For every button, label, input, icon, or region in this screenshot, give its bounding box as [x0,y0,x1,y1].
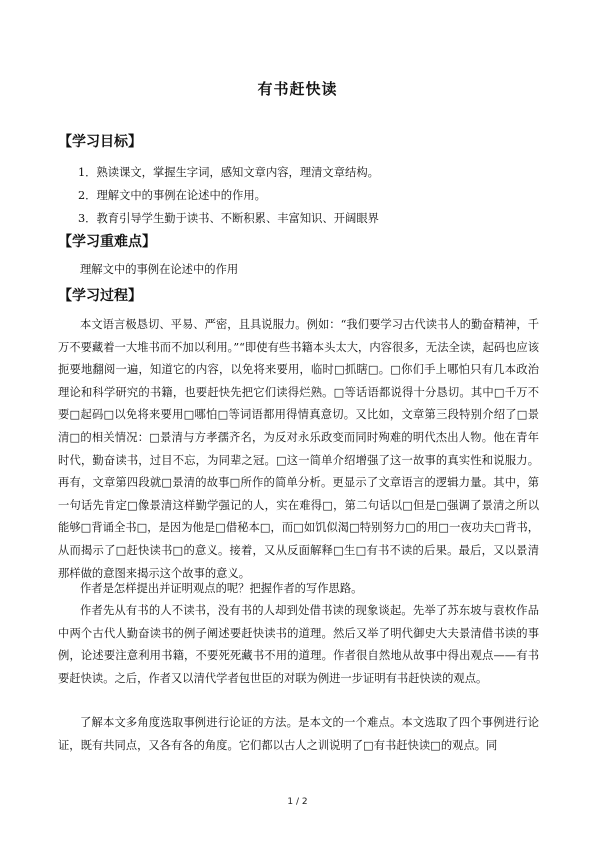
process-paragraph-4: 了解本文多角度选取事例进行论证的方法。是本文的一个难点。本文选取了四个事例进行论证，既有共同点，又各有各的角度。它们都以古人之训说明了□有书赶快读□的观点。同 [58,716,539,752]
goal-item: 3．教育引导学生勤于读书、不断积累、丰富知识、开阔眼界 [78,212,379,225]
document-title: 有书赶快读 [257,80,338,98]
goals-list [78,161,379,230]
page-number: 1 / 2 [287,797,308,807]
section-heading-goals: 【学习目标】 [58,134,142,150]
process-paragraph-3: 作者先从有书的人不读书，没有书的人却到处借书读的现象谈起。先举了苏东坡与袁枚作品中两个古代人勤奋读书的例子阐述要赶快读书的道理。然后又举了明代御史大夫景清借书读的事例，论述要注意利用书籍，不要死死藏书不用的道理。作者很自然地从故事中得出观点——有书要赶快读。之后，作者又以清代学者包世臣的对联为例进一步证明有书赶快读的观点。 [58,604,539,685]
process-paragraph-2: 作者是怎样提出并证明观点的呢？把握作者的写作思路。 [80,582,363,595]
section-heading-process: 【学习过程】 [58,288,142,304]
section-heading-key-points: 【学习重难点】 [58,234,156,250]
goal-item: 2．理解文中的事例在论述中的作用。 [78,189,266,202]
goal-item: 1．熟读课文，掌握生字词，感知文章内容，理清文章结构。 [78,166,379,179]
process-paragraph-1: 本文语言极恳切、平易、严密，且具说服力。例如：“我们要学习古代读书人的勤奋精神，千万不要藏着一大堆书而不加以利用。”“即使有些书籍本头太大，内容很多，无法全读，起码也应该扼要地翻阅一遍，知道它的内容，以免将来要用，临时□抓瞎□。□你们手上哪怕只有几本政治理论和科学研究的书籍，也要赶快先把它们读得烂熟。□等话语都说得十分恳切。其中□千万不要□起码□以免将来要用□哪怕□等词语都用得情真意切。又比如，文章第三段特别介绍了□景清□的相关情况：□景清与方孝孺齐名，为反对永乐政变而同时殉难的明代杰出人物。他在青年时代，勤奋读书，过目不忘，为同辈之冠。□这一简单介绍增强了这一故事的真实性和说服力。再有，文章第四段就□景清的故事□所作的简单分析。更显示了文章语言的逻辑力量。其中，第一句话先肯定□像景清这样勤学强记的人，实在难得□，第二句话以□但是□强调了景清之所以能够□背诵全书□，是因为他是□借秘本□，而□如饥似渴□特别努力□的用□一夜功夫□背书，从而揭示了□赶快读书□的意义。接着，又从反面解释□生□有书不读的后果。最后，又以景清那样做的意图来揭示这个故事的意义。 [58,318,539,580]
key-points-text: 理解文中的事例在论述中的作用 [80,263,239,276]
